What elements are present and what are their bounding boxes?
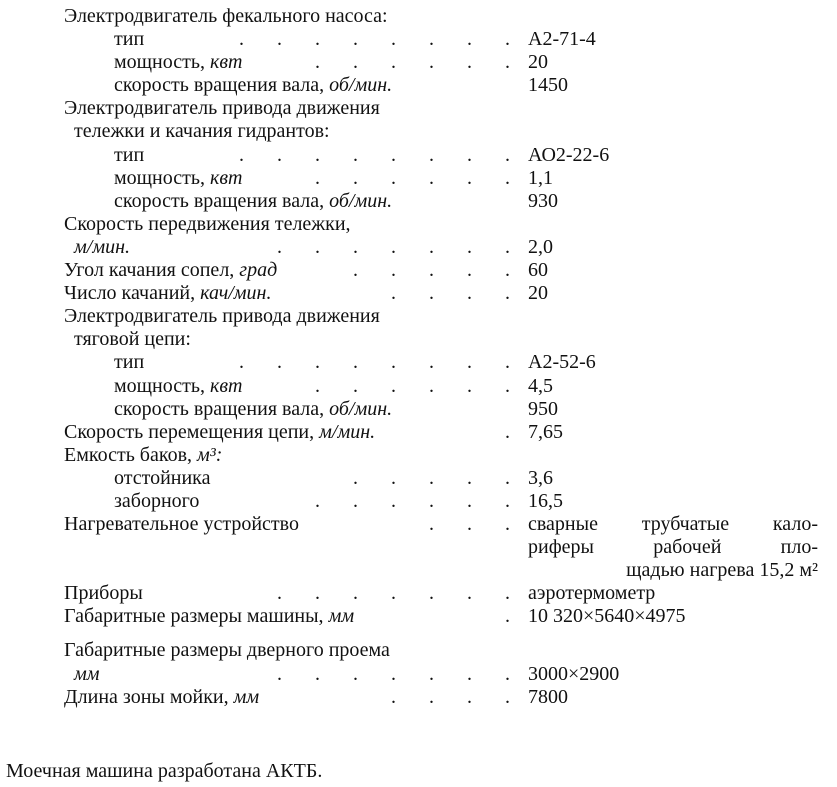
row-label: Емкость баков, м³: — [64, 443, 223, 466]
heater-line: риферы рабочей пло- — [528, 536, 818, 559]
leader-dots: . — [505, 605, 524, 628]
row-value: 950 — [528, 397, 558, 420]
leader-dots: . . . . . — [353, 259, 524, 282]
row-value: 16,5 — [528, 489, 563, 512]
row-label: мм — [74, 662, 100, 685]
row-value: 3000×2900 — [528, 662, 620, 685]
row-label: тип — [114, 28, 145, 51]
leader-dots: . — [505, 420, 524, 443]
spec-row — [64, 236, 824, 259]
row-label: Габаритные размеры дверного проема — [64, 639, 390, 662]
spec-row — [64, 144, 824, 167]
spec-row — [64, 51, 824, 74]
row-label: скорость вращения вала, об/мин. — [114, 189, 393, 212]
spec-row — [64, 305, 824, 328]
spec-row — [64, 513, 824, 582]
row-label: мощность, квт — [114, 51, 243, 74]
spec-row — [64, 375, 824, 398]
footer-note: Моечная машина разработана АКТБ. — [6, 760, 323, 782]
leader-dots: . . . . . . — [315, 166, 524, 189]
row-value: А2-71-4 — [528, 28, 596, 51]
row-label: Приборы — [64, 582, 143, 605]
leader-dots: . . . . . . — [315, 489, 524, 512]
row-value: АО2-22-6 — [528, 143, 610, 166]
heater-line: щадью нагрева 15,2 м² — [626, 559, 818, 582]
row-label: Скорость передвижения тележки, — [64, 212, 351, 235]
row-label: мощность, квт — [114, 166, 243, 189]
specification-list — [64, 5, 824, 709]
row-value: 4,5 — [528, 374, 553, 397]
spec-row — [64, 686, 824, 709]
spec-row — [64, 605, 824, 639]
row-value: 1,1 — [528, 166, 553, 189]
row-label: Длина зоны мойки, мм — [64, 685, 260, 708]
row-value: 930 — [528, 189, 558, 212]
spec-row — [64, 663, 824, 686]
leader-dots: . . . . . . . . — [239, 351, 524, 374]
spec-row — [64, 74, 824, 97]
spec-row — [64, 444, 824, 467]
row-value: 7,65 — [528, 420, 563, 443]
row-label: мощность, квт — [114, 374, 243, 397]
spec-row — [64, 167, 824, 190]
spec-row — [64, 351, 824, 374]
leader-dots: . . . . . . . — [277, 582, 524, 605]
spec-row — [64, 282, 824, 305]
leader-dots: . . . — [429, 513, 524, 536]
leader-dots: . . . . . . . . — [239, 28, 524, 51]
row-label: отстойника — [114, 466, 211, 489]
row-label: тип — [114, 143, 145, 166]
row-label: Скорость перемещения цепи, м/мин. — [64, 420, 376, 443]
leader-dots: . . . . . . — [315, 51, 524, 74]
row-label: заборного — [114, 489, 200, 512]
row-label: скорость вращения вала, об/мин. — [114, 74, 393, 97]
row-label: м/мин. — [74, 235, 131, 258]
row-value: 60 — [528, 259, 548, 282]
spec-row — [64, 639, 824, 662]
row-label: тип — [114, 351, 145, 374]
spec-row — [64, 582, 824, 605]
spec-row — [64, 398, 824, 421]
heater-line: сварные трубчатые кало- — [528, 513, 818, 536]
leader-dots: . . . . . . . . — [239, 143, 524, 166]
spec-row — [64, 467, 824, 490]
spec-row — [64, 490, 824, 513]
row-label: скорость вращения вала, об/мин. — [114, 397, 393, 420]
spec-row — [64, 28, 824, 51]
row-label: Электродвигатель привода движения — [64, 305, 380, 328]
spec-row — [64, 259, 824, 282]
row-label: тяговой цепи: — [74, 328, 191, 351]
row-value: 1450 — [528, 74, 568, 97]
row-value — [528, 513, 818, 582]
spec-row — [64, 421, 824, 444]
row-label: Угол качания сопел, град — [64, 259, 278, 282]
row-value: 2,0 — [528, 235, 553, 258]
leader-dots: . . . . — [391, 282, 524, 305]
row-label: Электродвигатель фекального насоса: — [64, 5, 388, 27]
spec-row — [64, 97, 824, 120]
row-value: 20 — [528, 51, 548, 74]
spec-row — [64, 190, 824, 213]
row-value: А2-52-6 — [528, 351, 596, 374]
leader-dots: . . . . . . — [315, 374, 524, 397]
leader-dots: . . . . . . . — [277, 662, 524, 685]
row-label: Нагревательное устройство — [64, 513, 299, 536]
row-label: Габаритные размеры машины, мм — [64, 605, 355, 628]
row-value: аэротермометр — [528, 582, 656, 605]
row-value: 20 — [528, 282, 548, 305]
spec-row — [64, 120, 824, 143]
leader-dots: . . . . — [391, 685, 524, 708]
row-value: 3,6 — [528, 466, 553, 489]
spec-row — [64, 5, 824, 28]
row-label: Электродвигатель привода движения — [64, 97, 380, 120]
leader-dots: . . . . . — [353, 466, 524, 489]
row-label: тележки и качания гидрантов: — [74, 120, 330, 143]
row-label: Число качаний, кач/мин. — [64, 282, 272, 305]
spec-row — [64, 213, 824, 236]
spec-row — [64, 328, 824, 351]
leader-dots: . . . . . . . — [277, 235, 524, 258]
row-value: 10 320×5640×4975 — [528, 605, 686, 628]
row-value: 7800 — [528, 685, 568, 708]
